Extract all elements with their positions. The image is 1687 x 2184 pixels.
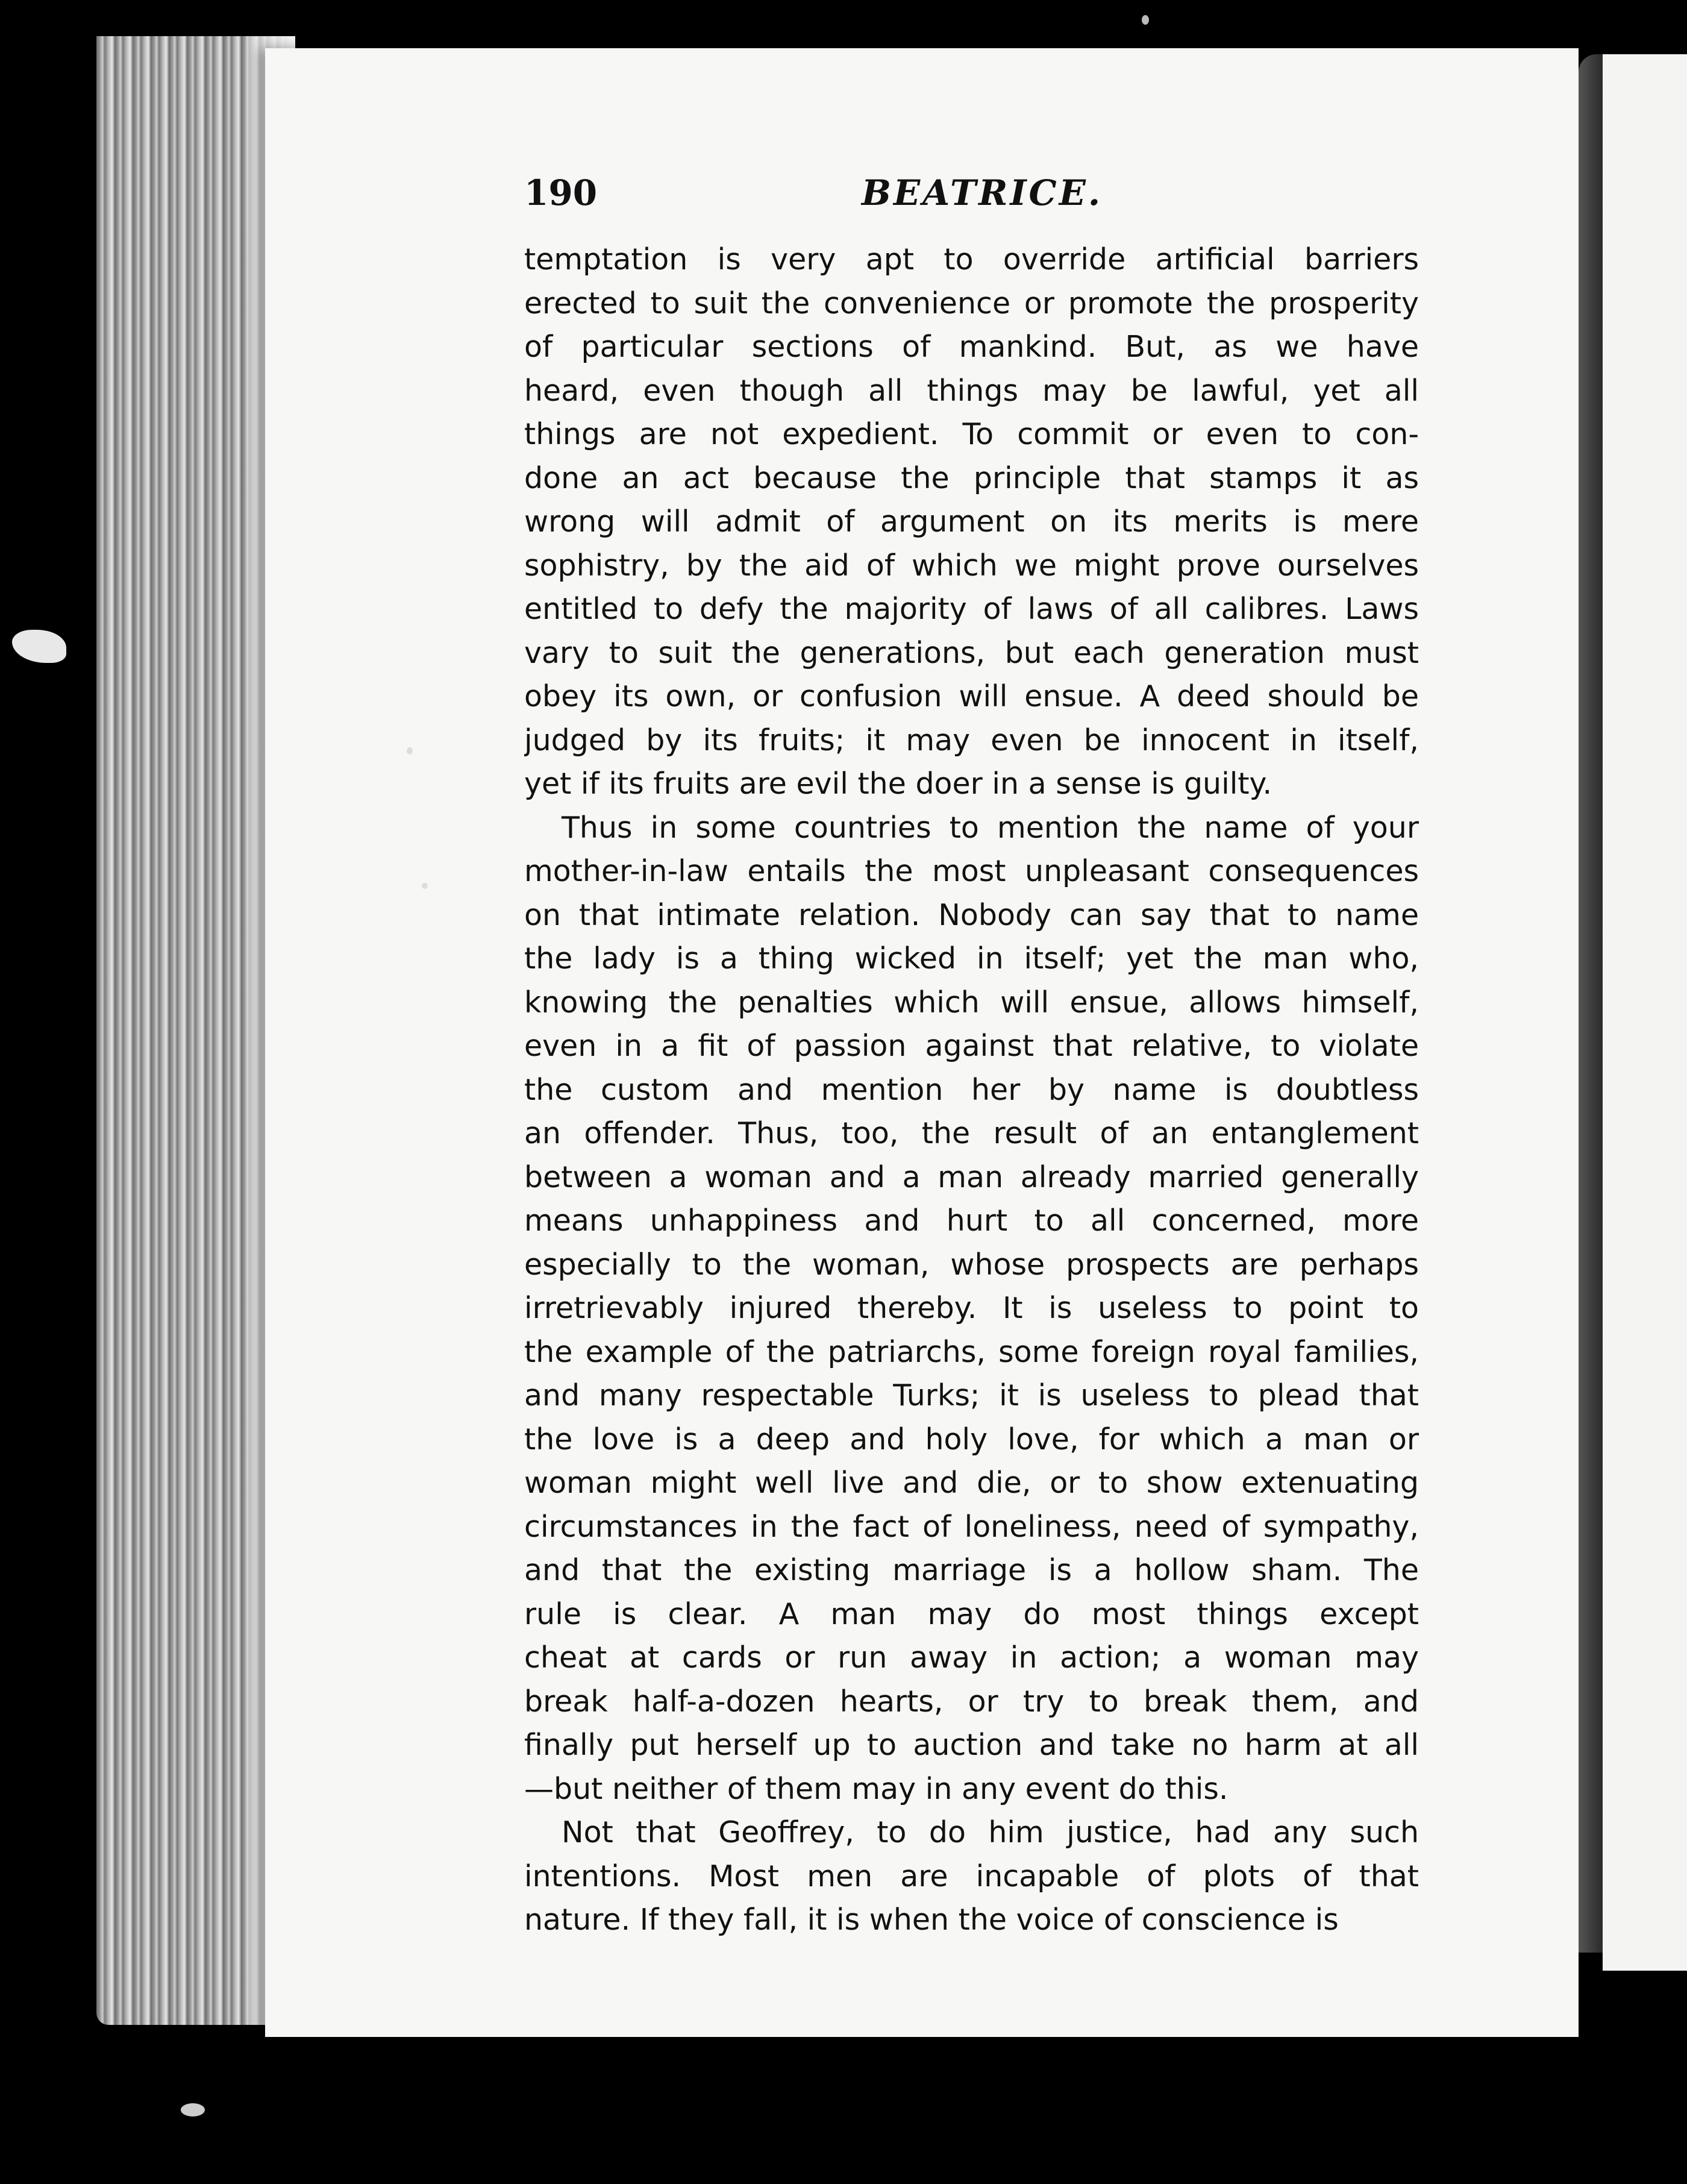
text-line: of particular sections of mankind. But, as we have bbox=[524, 330, 1419, 364]
scan-speck bbox=[422, 883, 428, 889]
scan-artifact bbox=[181, 2103, 205, 2117]
scan-artifact bbox=[12, 630, 66, 663]
text-line: the lady is a thing wicked in itself; yet the man who, bbox=[524, 941, 1419, 976]
text-line: —but neither of them may in any event do this. bbox=[524, 1771, 1228, 1806]
text-line: the love is a deep and holy love, for which a man or bbox=[524, 1422, 1419, 1457]
text-line: rule is clear. A man may do most things except bbox=[524, 1596, 1419, 1631]
text-line: irretrievably injured thereby. It is useless to point to bbox=[524, 1291, 1419, 1325]
next-page-edge bbox=[1603, 54, 1687, 1971]
text-line: yet if its fruits are evil the doer in a sense is guilty. bbox=[524, 767, 1272, 801]
text-line: things are not expedient. To commit or even to con- bbox=[524, 417, 1419, 451]
scan-speck bbox=[1142, 15, 1149, 25]
paragraph bbox=[524, 1811, 1419, 1942]
text-line: mother-in-law entails the most unpleasant consequences bbox=[524, 854, 1419, 888]
text-line: sophistry, by the aid of which we might prove ourselves bbox=[524, 548, 1419, 583]
text-line: done an act because the principle that stamps it as bbox=[524, 460, 1419, 495]
running-header bbox=[524, 166, 1428, 220]
text-line: finally put herself up to auction and take no harm at all bbox=[524, 1728, 1419, 1762]
text-line: erected to suit the convenience or promote the prosperity bbox=[524, 286, 1419, 321]
text-line: especially to the woman, whose prospects are perhaps bbox=[524, 1247, 1419, 1282]
text-line: break half-a-dozen hearts, or try to break them, and bbox=[524, 1684, 1419, 1719]
paragraph bbox=[524, 806, 1419, 1812]
text-line: means unhappiness and hurt to all concerned, more bbox=[524, 1203, 1419, 1238]
text-line: on that intimate relation. Nobody can say that to name bbox=[524, 897, 1419, 932]
text-line: and many respectable Turks; it is useless to plead that bbox=[524, 1378, 1419, 1413]
text-line: vary to suit the generations, but each generation must bbox=[524, 635, 1419, 670]
text-line: between a woman and a man already married generally bbox=[524, 1159, 1419, 1194]
page-number: 190 bbox=[524, 172, 598, 213]
text-line: obey its own, or confusion will ensue. A deed should be bbox=[524, 679, 1419, 714]
paragraph bbox=[524, 238, 1419, 806]
gutter-shadow bbox=[1579, 54, 1603, 1953]
text-line: circumstances in the fact of loneliness, need of sympathy, bbox=[524, 1509, 1419, 1544]
running-title: BEATRICE. bbox=[862, 172, 1103, 213]
text-line: the custom and mention her by name is doubtless bbox=[524, 1072, 1419, 1107]
text-line: knowing the penalties which will ensue, allows himself, bbox=[524, 985, 1419, 1020]
text-line: wrong will admit of argument on its merits is mere bbox=[524, 504, 1419, 539]
text-line: the example of the patriarchs, some foreign royal families, bbox=[524, 1334, 1419, 1369]
body-text bbox=[524, 238, 1419, 1942]
text-line: and that the existing marriage is a hollow sham. The bbox=[524, 1553, 1419, 1587]
text-line: judged by its fruits; it may even be innocent in itself, bbox=[524, 723, 1419, 758]
text-line: woman might well live and die, or to show extenuating bbox=[524, 1466, 1419, 1500]
text-line: Thus in some countries to mention the name of your bbox=[562, 810, 1419, 845]
scan-speck bbox=[407, 747, 413, 755]
text-line: nature. If they fall, it is when the voice of conscience is bbox=[524, 1903, 1339, 1937]
text-line: Not that Geoffrey, to do him justice, had any such bbox=[562, 1815, 1419, 1850]
text-line: heard, even though all things may be lawful, yet all bbox=[524, 373, 1419, 408]
text-line: intentions. Most men are incapable of plots of that bbox=[524, 1859, 1419, 1894]
text-line: an offender. Thus, too, the result of an entanglement bbox=[524, 1116, 1419, 1150]
text-line: entitled to defy the majority of laws of all calibres. Laws bbox=[524, 592, 1419, 626]
text-line: temptation is very apt to override artificial barriers bbox=[524, 242, 1419, 277]
text-line: cheat at cards or run away in action; a woman may bbox=[524, 1640, 1419, 1675]
text-line: even in a fit of passion against that relative, to violate bbox=[524, 1029, 1419, 1063]
